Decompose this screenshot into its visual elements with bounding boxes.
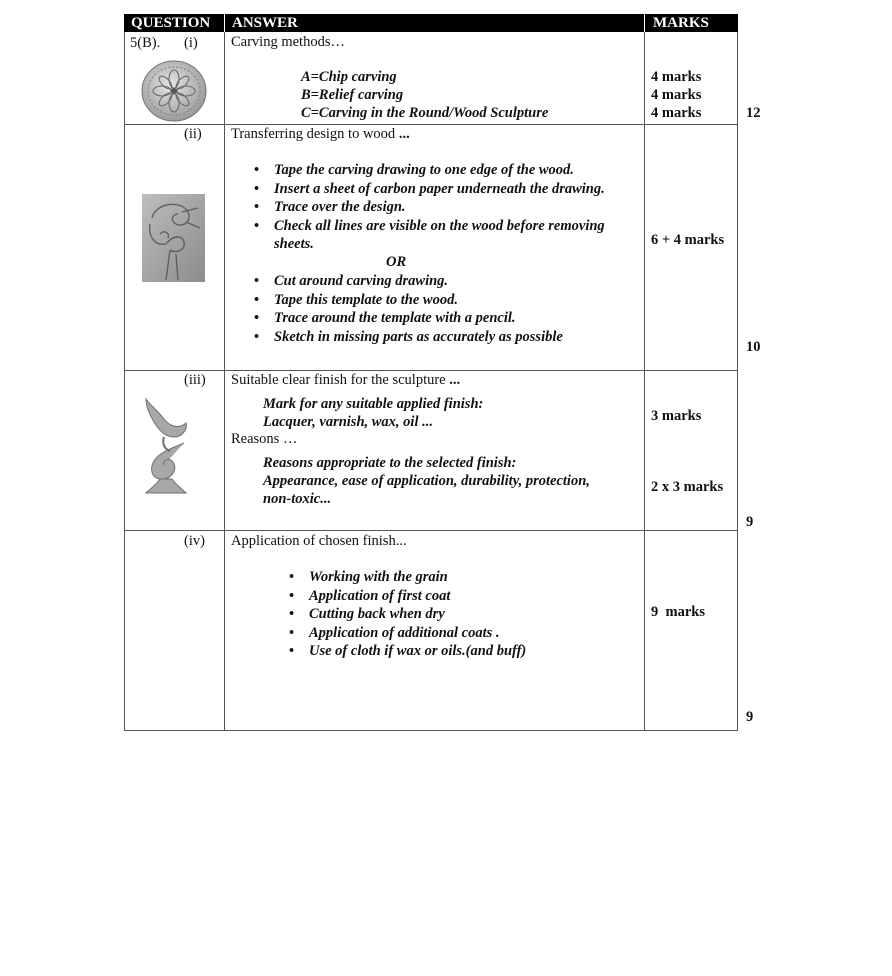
marks-iii-b: 2 x 3 marks — [651, 479, 724, 495]
row-iii-intro-text: Suitable clear finish for the sculpture — [231, 372, 446, 388]
part-label-ii: (ii) — [184, 126, 202, 142]
method-b: B=Relief carving — [301, 87, 404, 103]
method-c: C=Carving in the Round/Wood Sculpture — [301, 105, 549, 121]
row-i-intro: Carving methods… — [231, 34, 345, 50]
row-ii-intro-ellipsis: ... — [398, 126, 410, 142]
or-separator: OR — [386, 254, 407, 270]
transfer-method-list-b — [274, 272, 563, 346]
part-label-iv: (iv) — [184, 533, 205, 549]
circular-chip-carving-image — [141, 60, 207, 122]
header-question: QUESTION — [124, 14, 224, 32]
column-divider-question — [224, 32, 225, 731]
list-item: • Application of additional coats . — [309, 624, 526, 643]
table-border-bottom — [124, 730, 738, 731]
finish-heading: Mark for any suitable applied finish: — [263, 396, 484, 412]
marks-ii: 6 + 4 marks — [651, 232, 725, 248]
reasons-line-2: non-toxic... — [263, 491, 332, 507]
application-steps-list — [309, 568, 526, 661]
transfer-method-list-a — [274, 161, 605, 235]
list-item: • Use of cloth if wax or oils.(and buff) — [309, 642, 526, 661]
dolphin-sculpture-image — [140, 395, 192, 499]
list-item: • Tape the carving drawing to one edge of the wood. — [274, 161, 605, 180]
marks-c: 4 marks — [651, 105, 702, 121]
table-border-left — [124, 32, 125, 731]
question-number: 5(B). — [130, 35, 161, 51]
total-i: 12 — [746, 105, 761, 121]
list-item: • Check all lines are visible on the wood before removing — [274, 217, 605, 236]
list-item: • Application of first coat — [309, 587, 526, 606]
row-ii-intro — [231, 126, 410, 143]
marks-iii-a: 3 marks — [651, 408, 702, 424]
list-item: • Tape this template to the wood. — [274, 291, 563, 310]
list-item: • Trace over the design. — [274, 198, 605, 217]
list-item: • Insert a sheet of carbon paper underneath the drawing. — [274, 180, 605, 199]
header-answer: ANSWER — [225, 14, 644, 32]
method-a: A=Chip carving — [301, 69, 397, 85]
list-item: • Working with the grain — [309, 568, 526, 587]
total-iii: 9 — [746, 514, 754, 530]
reasons-heading: Reasons appropriate to the selected finish: — [263, 455, 517, 471]
list-item: • Cutting back when dry — [309, 605, 526, 624]
list-item: • Cut around carving drawing. — [274, 272, 563, 291]
row-iii-intro — [231, 372, 460, 389]
header-marks: MARKS — [645, 14, 738, 32]
row-ii-intro-text: Transferring design to wood — [231, 126, 396, 142]
marks-iv: 9 marks — [651, 604, 705, 620]
list-item: • Trace around the template with a pencil. — [274, 309, 563, 328]
row-iii-intro-ellipsis: ... — [449, 372, 461, 388]
reasons-line-1: Appearance, ease of application, durability, protection, — [263, 473, 590, 489]
marks-a: 4 marks — [651, 69, 702, 85]
table-border-right — [737, 32, 738, 731]
list-item: • Sketch in missing parts as accurately as possible — [274, 328, 563, 347]
row-divider-2 — [124, 370, 738, 371]
relief-carving-image — [142, 194, 205, 282]
column-divider-answer — [644, 32, 645, 731]
marks-b: 4 marks — [651, 87, 702, 103]
row-iv-intro: Application of chosen finish... — [231, 533, 407, 549]
total-ii: 10 — [746, 339, 761, 355]
reasons-label: Reasons … — [231, 431, 298, 447]
part-label-i: (i) — [184, 35, 198, 51]
row-divider-1 — [124, 124, 738, 125]
total-iv: 9 — [746, 709, 754, 725]
bullet-wrap-text: sheets. — [274, 236, 314, 252]
row-divider-3 — [124, 530, 738, 531]
finish-list: Lacquer, varnish, wax, oil ... — [263, 414, 433, 430]
part-label-iii: (iii) — [184, 372, 206, 388]
